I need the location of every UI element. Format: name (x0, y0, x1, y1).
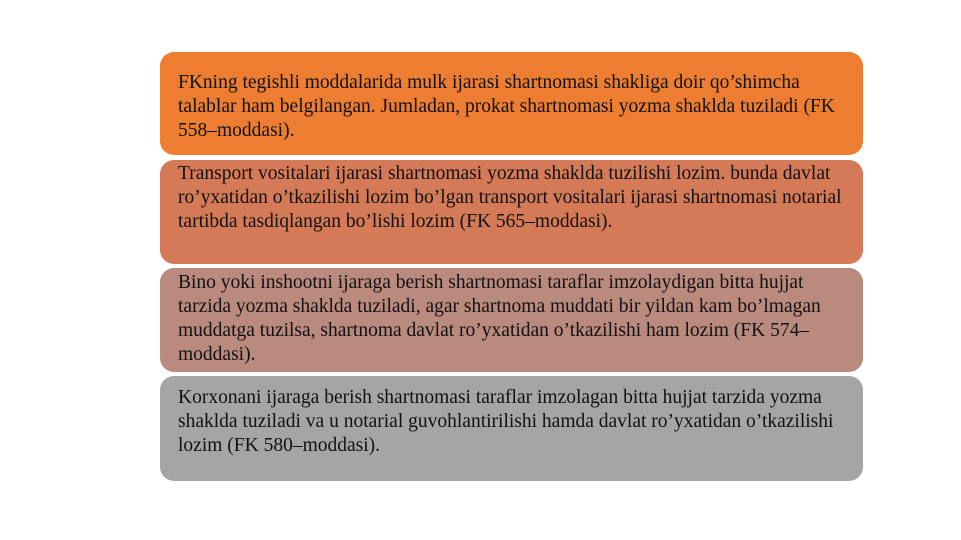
process-block-1 (160, 52, 863, 155)
process-block-2 (160, 160, 863, 264)
process-block-4-text: Korxonani ijaraga berish shartnomasi taraflar imzolagan bitta hujjat tarzida yozma shaklda tuziladi va u notarial guvohlantirilishi hamda davlat ro’yxatidan o’tkazilishi lozim (FK 580–moddasi). (178, 387, 834, 456)
process-block-1-text: FKning tegishli moddalarida mulk ijarasi shartnomasi shakliga doir qo’shimcha talablar ham belgilangan. Jumladan, prokat shartnomasi yozma shaklda tuziladi (FK 558–moddasi). (178, 71, 835, 141)
process-block-3 (160, 268, 863, 372)
process-block-3-text: Bino yoki inshootni ijaraga berish shartnomasi taraflar imzolaydigan bitta hujjat tarzida yozma shaklda tuziladi, agar shartnoma muddati bir yildan kam bo’lmagan muddatga tuzilsa, shartnoma davlat ro’yxatidan o’tkazilishi ham lozim (FK 574–moddasi). (178, 272, 821, 365)
process-block-4 (160, 376, 863, 481)
process-block-2-text: Transport vositalari ijarasi shartnomasi yozma shaklda tuzilishi lozim. bunda davlat ro’yxatidan o’tkazilishi lozim bo’lgan transport vositalari ijarasi shartnomasi notarial tartibda tasdiqlangan bo’lishi lozim (FK 565–moddasi). (178, 163, 842, 232)
